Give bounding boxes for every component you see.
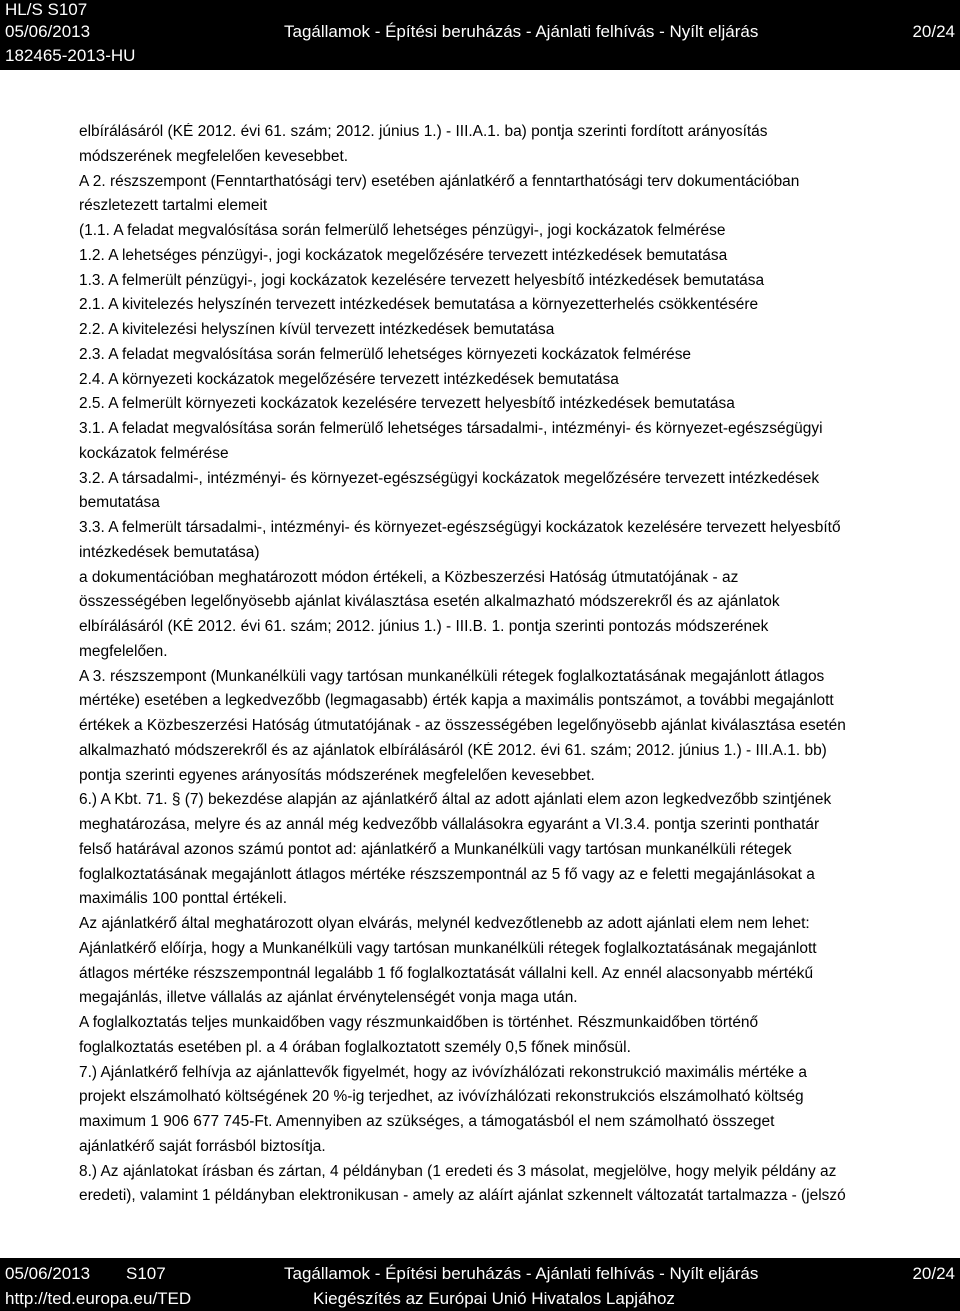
- text-line: ajánlatkérő saját forrásból biztosítja.: [79, 1137, 326, 1155]
- text-line: megfelelően.: [79, 642, 168, 660]
- footer-date: 05/06/2013: [5, 1264, 91, 1283]
- text-line: 2.1. A kivitelezés helyszínén tervezett intézkedések bemutatása a környezetterhelés csökkentésére: [79, 296, 759, 314]
- text-line: felső határával azonos számú pontot ad: ajánlatkérő a Munkanélküli vagy tartósan munkanélküli rétegek: [79, 840, 792, 858]
- text-line: mértéke) esetében a legkedvezőbb (legmagasabb) érték kapja a maximális pontszámot, a további megajánlott: [79, 692, 834, 710]
- footer-title: Tagállamok - Építési beruházás - Ajánlati felhívás - Nyílt eljárás: [284, 1264, 759, 1283]
- text-line: intézkedések bemutatása): [79, 543, 260, 561]
- text-line: Az ajánlatkérő által meghatározott olyan elvárás, melynél kedvezőtlenebb az adott ajánlati elem nem lehet:: [79, 915, 810, 932]
- text-line: (1.1. A feladat megvalósítása során felmerülő lehetséges pénzügyi-, jogi kockázatok felmérése: [79, 222, 726, 239]
- text-line: 3.1. A feladat megvalósítása során felmerülő lehetséges társadalmi-, intézményi- és környezet-egészségügyi: [79, 420, 823, 437]
- header-date: 05/06/2013: [5, 22, 91, 41]
- header-title: Tagállamok - Építési beruházás - Ajánlati felhívás - Nyílt eljárás: [284, 22, 759, 41]
- text-line: értékek a Közbeszerzési Hatóság útmutatójának - az összességében legelőnyösebb ajánlat kiválasztása esetén: [79, 717, 846, 734]
- text-line: projekt elszámolható költségének 20 %-ig terjedhet, az ivóvízhálózati rekonstrukciós elszámolható költség: [79, 1088, 804, 1106]
- text-line: 3.2. A társadalmi-, intézményi- és környezet-egészségügyi kockázatok megelőzésére tervezett intézkedések: [79, 469, 820, 487]
- page-header: [0, 0, 960, 70]
- text-line: elbírálásáról (KÉ 2012. évi 61. szám; 2012. június 1.) - III.B. 1. pontja szerinti pontozás módszerének: [79, 618, 769, 635]
- header-notice-id: 182465-2013-HU: [5, 46, 136, 65]
- text-line: átlagos mértéke részszempontnál legalább 1 fő foglalkoztatását vállalni kell. Az ennél alacsonyabb mértékű: [79, 964, 814, 982]
- text-line: foglalkoztatásának megajánlott átlagos mértéke részszempontnál az 5 fő vagy az e feletti megajánlásokat a: [79, 865, 815, 883]
- text-line: alkalmazható módszerekről és az ajánlatok elbírálásáról (KÉ 2012. évi 61. szám; 2012. június 1.) - III.A.1. bb): [79, 741, 827, 759]
- text-line: pontja szerinti egyenes arányosítás módszerének megfelelően kevesebbet.: [79, 766, 595, 784]
- text-line: megajánlás, illetve vállalás az ajánlat érvénytelenségét vonja maga után.: [79, 989, 578, 1007]
- text-line: Ajánlatkérő előírja, hogy a Munkanélküli vagy tartósan munkanélküli rétegek foglalkoztatásának megajánlott: [79, 939, 817, 957]
- text-line: elbírálásáról (KÉ 2012. évi 61. szám; 2012. június 1.) - III.A.1. ba) pontja szerinti fordított arányosítás: [79, 123, 768, 140]
- text-line: módszerének megfelelően kevesebbet.: [79, 147, 349, 165]
- text-line: részletezett tartalmi elemeit: [79, 197, 268, 215]
- text-line: foglalkoztatás esetében pl. a 4 órában foglalkoztatott személy 0,5 főnek minősül.: [79, 1038, 631, 1056]
- text-line: 7.) Ajánlatkérő felhívja az ajánlattevők figyelmét, hogy az ivóvízhálózati rekonstrukció maximális mértéke a: [79, 1063, 808, 1081]
- text-line: 2.2. A kivitelezési helyszínen kívül tervezett intézkedések bemutatása: [79, 321, 555, 338]
- text-line: 2.5. A felmerült környezeti kockázatok kezelésére tervezett helyesbítő intézkedések bemutatása: [79, 395, 735, 413]
- page-footer: [0, 1258, 960, 1311]
- text-line: 8.) Az ajánlatokat írásban és zártan, 4 példányban (1 eredeti és 3 másolat, megjelölve, hogy melyik példány az: [79, 1162, 837, 1180]
- footer-ted-link[interactable]: http://ted.europa.eu/TED: [5, 1289, 192, 1308]
- footer-publisher: Kiegészítés az Európai Unió Hivatalos Lapjához: [313, 1289, 675, 1308]
- text-line: 6.) A Kbt. 71. § (7) bekezdése alapján az ajánlatkérő által az adott ajánlati elem azon legkedvezőbb szintjének: [79, 791, 832, 809]
- text-line: maximális 100 ponttal értékeli.: [79, 890, 288, 908]
- text-line: eredeti), valamint 1 példányban elektronikusan - amely az aláírt ajánlat szkennelt változatát tartalmazza - (jelszó: [79, 1187, 846, 1205]
- text-line: 1.2. A lehetséges pénzügyi-, jogi kockázatok megelőzésére tervezett intézkedések bemutatása: [79, 246, 728, 264]
- text-line: 2.3. A feladat megvalósítása során felmerülő lehetséges környezeti kockázatok felmérése: [79, 345, 692, 363]
- text-line: 3.3. A felmerült társadalmi-, intézményi- és környezet-egészségügyi kockázatok kezelésére tervezett helyesbítő: [79, 519, 841, 536]
- footer-page-number: 20/24: [912, 1264, 955, 1283]
- text-line: 2.4. A környezeti kockázatok megelőzésére tervezett intézkedések bemutatása: [79, 370, 619, 388]
- text-line: bemutatása: [79, 494, 160, 512]
- text-line: kockázatok felmérése: [79, 444, 229, 462]
- text-line: A 3. részszempont (Munkanélküli vagy tartósan munkanélküli rétegek foglalkoztatásának megajánlott átlagos: [79, 667, 825, 685]
- footer-issue-number: S107: [126, 1264, 166, 1283]
- text-line: összességében legelőnyösebb ajánlat kiválasztása esetén alkalmazható módszerekről és az ajánlatok: [79, 593, 780, 611]
- header-page-number: 20/24: [912, 22, 955, 41]
- text-line: maximum 1 906 677 745-Ft. Amennyiben az szükséges, a támogatásból el nem számolható összeget: [79, 1113, 775, 1130]
- header-series: HL/S S107: [5, 0, 88, 19]
- document-body: [79, 120, 959, 1209]
- text-line: meghatározása, melyre és az annál még kedvezőbb vállalásokra egyaránt a VI.3.4. pontja szerinti ponthatár: [79, 816, 820, 833]
- text-line: A foglalkoztatás teljes munkaidőben vagy részmunkaidőben is történhet. Részmunkaidőben történő: [79, 1014, 759, 1031]
- text-line: a dokumentációban meghatározott módon értékeli, a Közbeszerzési Hatóság útmutatójának - az: [79, 568, 739, 586]
- text-line: 1.3. A felmerült pénzügyi-, jogi kockázatok kezelésére tervezett helyesbítő intézkedések bemutatása: [79, 271, 765, 289]
- text-line: A 2. részszempont (Fenntarthatósági terv) esetében ajánlatkérő a fenntarthatósági terv dokumentációban: [79, 172, 800, 190]
